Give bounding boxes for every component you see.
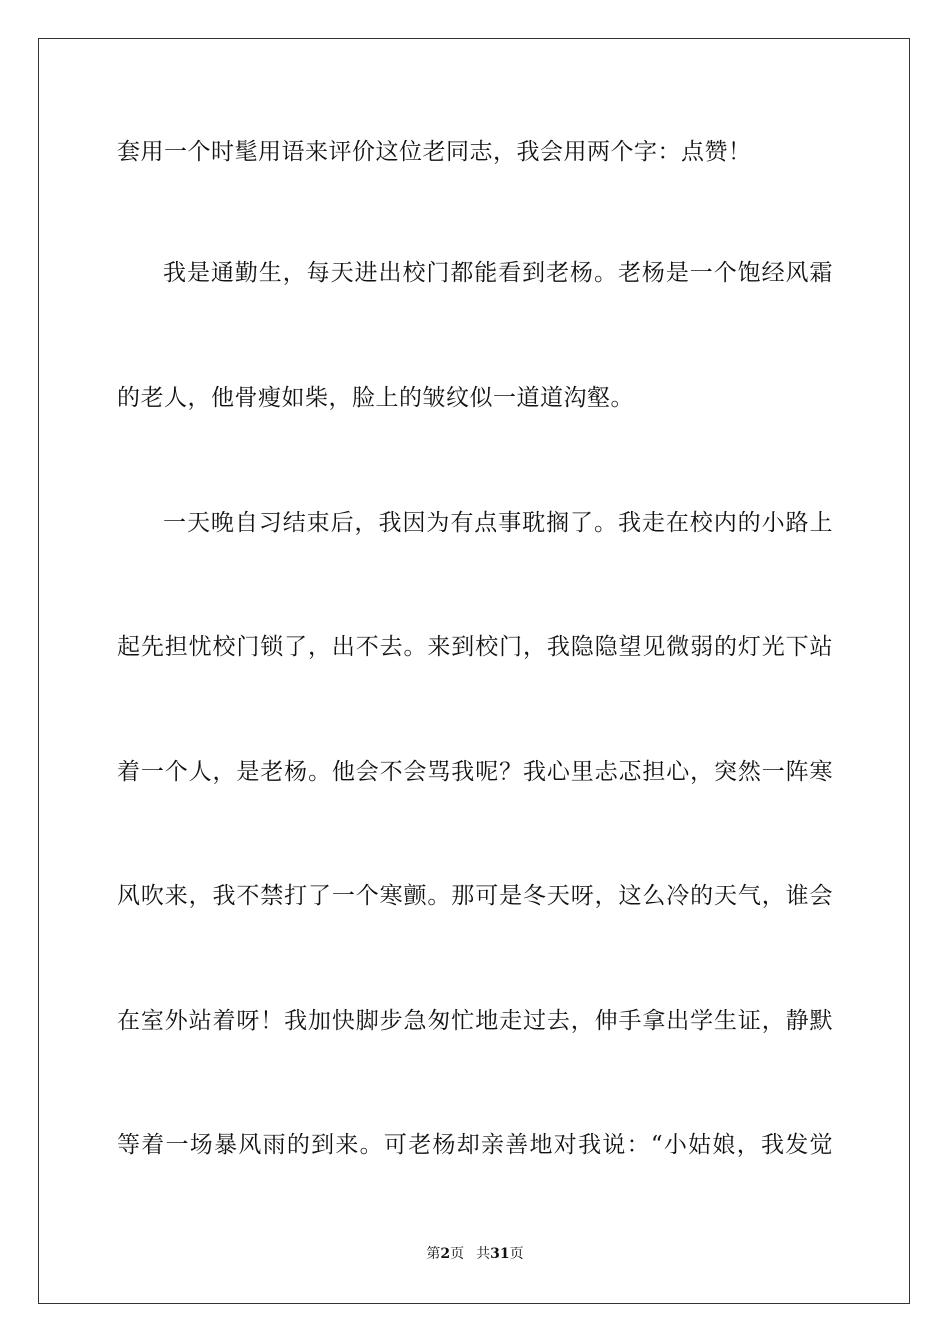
text-line: 着一个人，是老杨。他会不会骂我呢？我心里忐忑担心，突然一阵寒 <box>117 759 833 785</box>
total-suffix: 页 <box>509 1246 524 1262</box>
total-prefix: 共 <box>476 1246 491 1262</box>
text-line: 一天晚自习结束后，我因为有点事耽搁了。我走在校内的小路上 <box>163 510 833 536</box>
page-number: 2 <box>440 1246 451 1262</box>
text-line: 起先担忧校门锁了，出不去。来到校门，我隐隐望见微弱的灯光下站 <box>117 634 833 660</box>
text-line: 的老人，他骨瘦如柴，脸上的皱纹似一道道沟壑。 <box>117 385 634 411</box>
text-line: 风吹来，我不禁打了一个寒颤。那可是冬天呀，这么冷的天气，谁会 <box>117 883 833 909</box>
text-line: 等着一场暴风雨的到来。可老杨却亲善地对我说：“小姑娘，我发觉 <box>117 1132 833 1158</box>
total-pages: 31 <box>490 1246 510 1262</box>
page-border <box>38 38 910 1304</box>
text-line: 我是通勤生，每天进出校门都能看到老杨。老杨是一个饱经风霜 <box>163 260 833 286</box>
page-suffix: 页 <box>450 1246 465 1262</box>
page-prefix: 第 <box>426 1246 441 1262</box>
text-line: 在室外站着呀！我加快脚步急匆忙地走过去，伸手拿出学生证，静默 <box>117 1008 833 1034</box>
page-footer <box>0 1245 950 1263</box>
text-line: 套用一个时髦用语来评价这位老同志，我会用两个字：点赞！ <box>117 139 752 165</box>
